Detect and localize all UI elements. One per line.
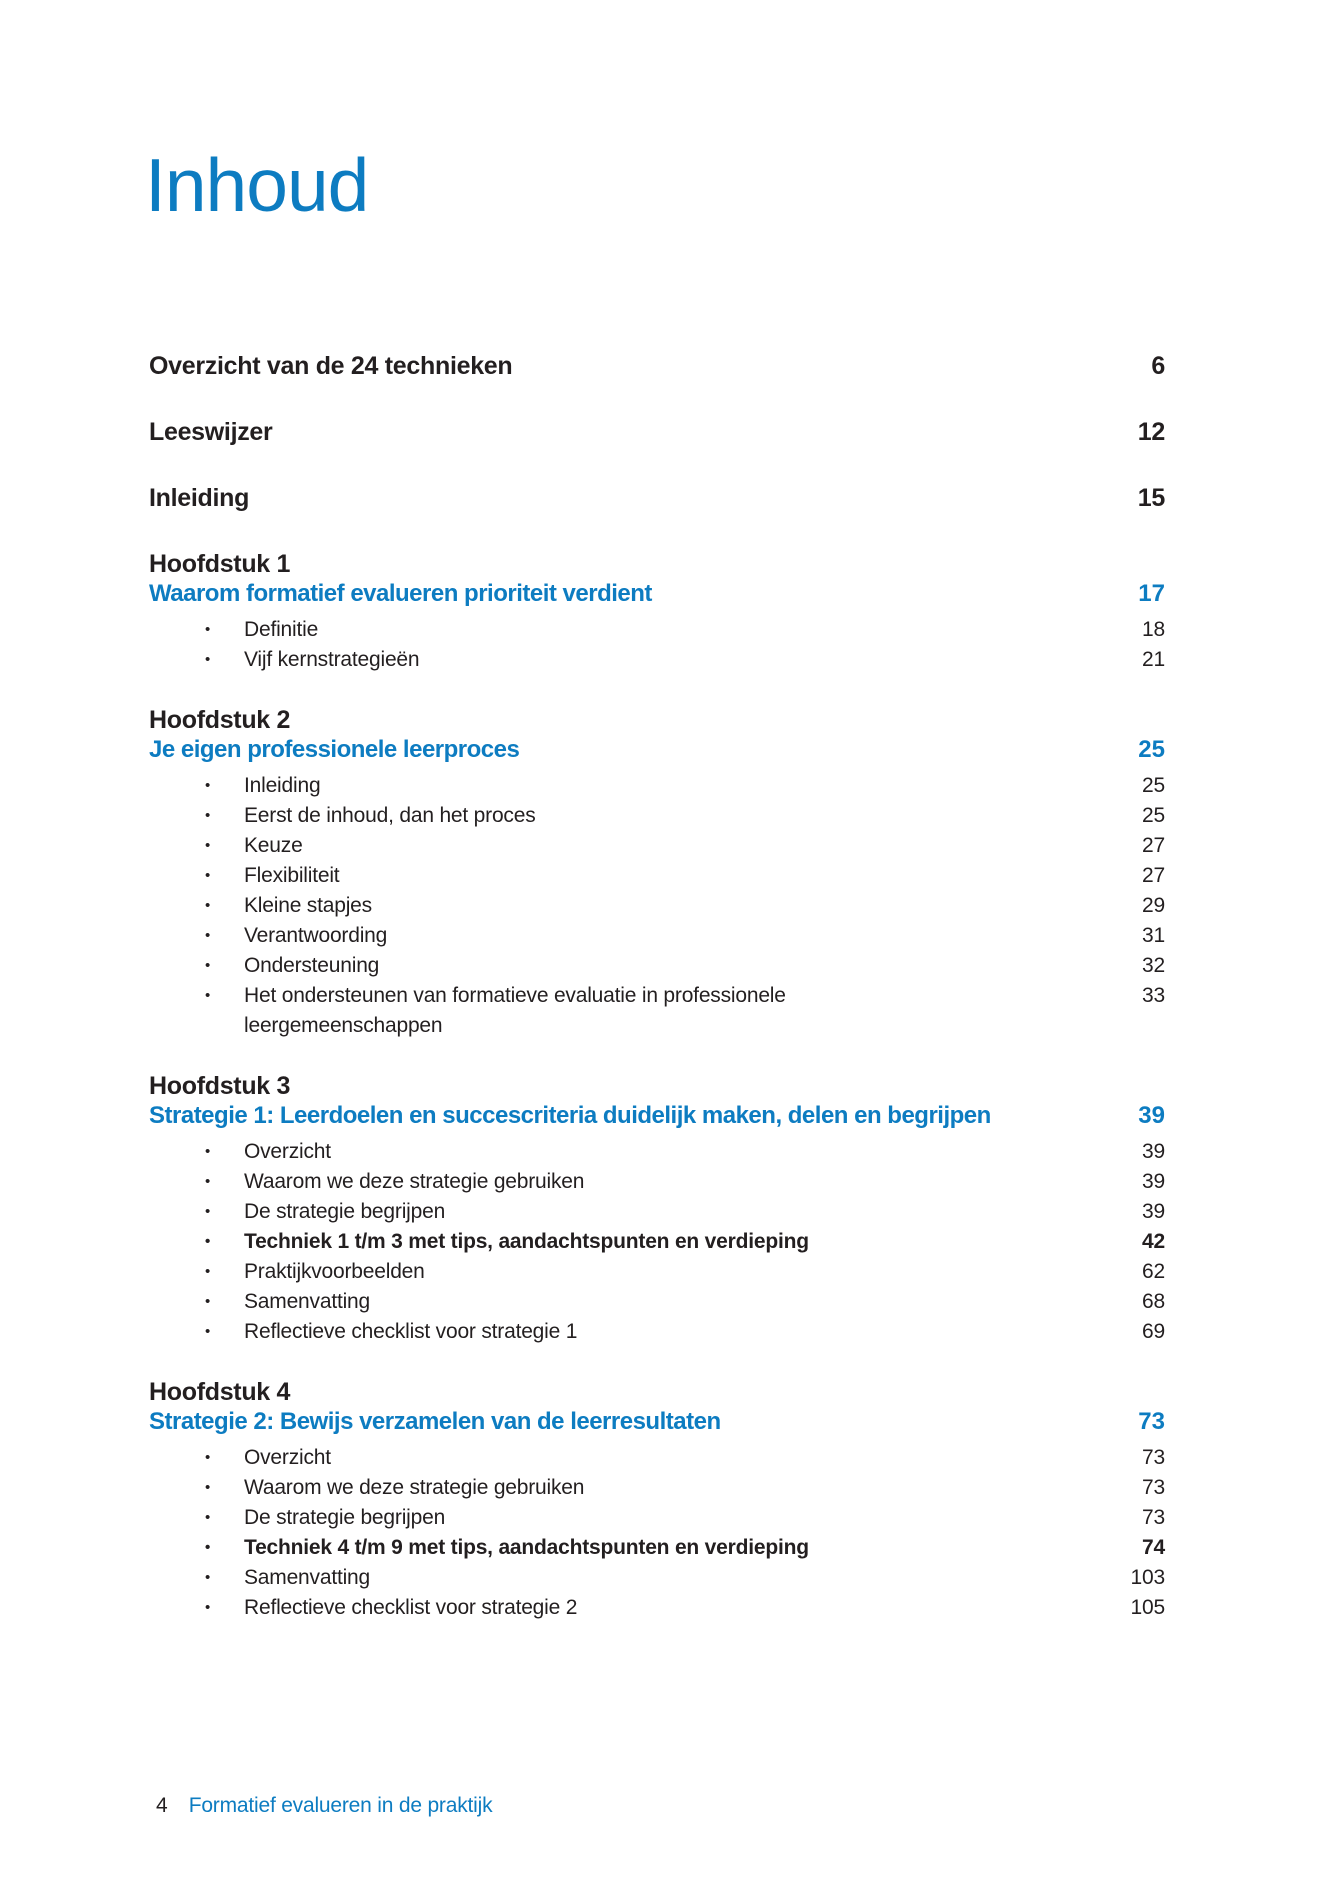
chapter-title-label: Strategie 2: Bewijs verzamelen van de leerresultaten	[149, 1408, 721, 1435]
toc-item	[149, 645, 1165, 675]
bullet-icon: •	[205, 807, 211, 824]
chapter-title	[149, 735, 1165, 765]
chapter-heading-label: Hoofdstuk 2	[149, 706, 291, 734]
toc-item-page: 18	[1142, 618, 1165, 641]
toc-item	[149, 1197, 1165, 1227]
toc-item-label: De strategie begrijpen	[244, 1200, 446, 1223]
toc-list	[149, 351, 1165, 1623]
chapter-title-label: Strategie 1: Leerdoelen en succescriteria duidelijk maken, delen en begrijpen	[149, 1102, 991, 1129]
toc-item	[149, 981, 1165, 1011]
toc-item-label: Keuze	[244, 834, 303, 857]
toc-entry-label: Leeswijzer	[149, 418, 273, 446]
toc-item-label: Eerst de inhoud, dan het proces	[244, 804, 536, 827]
toc-item-page: 39	[1142, 1200, 1165, 1223]
bullet-icon: •	[205, 1203, 211, 1220]
toc-item-label: Ondersteuning	[244, 954, 380, 977]
toc-item-label: Techniek 1 t/m 3 met tips, aandachtspunten en verdieping	[244, 1230, 809, 1253]
bullet-icon: •	[205, 987, 211, 1004]
chapter-heading	[149, 1377, 1165, 1407]
toc-item-page: 32	[1142, 954, 1165, 977]
bullet-icon: •	[205, 1479, 211, 1496]
bullet-icon: •	[205, 927, 211, 944]
chapter-title-page: 17	[1138, 580, 1165, 607]
toc-item-continuation-label: leergemeenschappen	[244, 1014, 443, 1037]
toc-entry	[149, 483, 1165, 513]
toc-item-label: Praktijkvoorbeelden	[244, 1260, 425, 1283]
chapter-heading	[149, 705, 1165, 735]
toc-item-page: 62	[1142, 1260, 1165, 1283]
toc-item-label: Samenvatting	[244, 1566, 371, 1589]
toc-item-label: Inleiding	[244, 774, 321, 797]
toc-item	[149, 1473, 1165, 1503]
toc-item-label: Definitie	[244, 618, 319, 641]
toc-item	[149, 615, 1165, 645]
chapter-heading	[149, 549, 1165, 579]
toc-item	[149, 1593, 1165, 1623]
toc-item-page: 69	[1142, 1320, 1165, 1343]
toc-item-label: Kleine stapjes	[244, 894, 372, 917]
bullet-icon: •	[205, 867, 211, 884]
toc-item-page: 27	[1142, 834, 1165, 857]
toc-item-label: Reflectieve checklist voor strategie 1	[244, 1320, 578, 1343]
chapter-title	[149, 579, 1165, 609]
toc-item-label: Het ondersteunen van formatieve evaluatie in professionele	[244, 984, 786, 1007]
toc-item-label: Vijf kernstrategieën	[244, 648, 420, 671]
toc-entry-page: 15	[1137, 484, 1165, 512]
bullet-icon: •	[205, 957, 211, 974]
toc-item	[149, 1443, 1165, 1473]
toc-item	[149, 1287, 1165, 1317]
toc-item-page: 103	[1130, 1566, 1165, 1589]
toc-item-page: 73	[1142, 1476, 1165, 1499]
chapter-heading-label: Hoofdstuk 1	[149, 550, 291, 578]
chapter-title-label: Waarom formatief evalueren prioriteit verdient	[149, 580, 652, 607]
toc-item-label: Verantwoording	[244, 924, 388, 947]
toc-item	[149, 1167, 1165, 1197]
toc-item-label: Waarom we deze strategie gebruiken	[244, 1170, 585, 1193]
page-title: Inhoud	[145, 143, 369, 227]
toc-item-page: 74	[1142, 1536, 1165, 1559]
bullet-icon: •	[205, 1263, 211, 1280]
toc-item-label: Waarom we deze strategie gebruiken	[244, 1476, 585, 1499]
toc-item	[149, 1317, 1165, 1347]
chapter-heading	[149, 1071, 1165, 1101]
chapter-title-page: 25	[1138, 736, 1165, 763]
bullet-icon: •	[205, 1449, 211, 1466]
toc-item	[149, 771, 1165, 801]
toc-item-page: 42	[1142, 1230, 1165, 1253]
toc-entry	[149, 351, 1165, 381]
toc-item-page: 39	[1142, 1140, 1165, 1163]
toc-item-page: 68	[1142, 1290, 1165, 1313]
toc-item	[149, 1137, 1165, 1167]
toc-item	[149, 1503, 1165, 1533]
bullet-icon: •	[205, 777, 211, 794]
toc-entry-page: 6	[1151, 352, 1165, 380]
toc-item-page: 73	[1142, 1506, 1165, 1529]
toc-item-page: 39	[1142, 1170, 1165, 1193]
bullet-icon: •	[205, 1599, 211, 1616]
toc-item	[149, 801, 1165, 831]
toc-item-label: Flexibiliteit	[244, 864, 340, 887]
chapter-title	[149, 1101, 1165, 1131]
toc-item-page: 105	[1130, 1596, 1165, 1619]
bullet-icon: •	[205, 1509, 211, 1526]
bullet-icon: •	[205, 1173, 211, 1190]
footer-page-number: 4	[156, 1794, 168, 1817]
toc-item	[149, 861, 1165, 891]
toc-item	[149, 831, 1165, 861]
toc-item	[149, 1227, 1165, 1257]
toc-entry-page: 12	[1137, 418, 1165, 446]
toc-item-label: De strategie begrijpen	[244, 1506, 446, 1529]
footer-book-title: Formatief evalueren in de praktijk	[188, 1794, 493, 1817]
toc-item	[149, 921, 1165, 951]
page-footer	[156, 1794, 492, 1818]
chapter-title-page: 73	[1138, 1408, 1165, 1435]
chapter-title	[149, 1407, 1165, 1437]
toc-item-label: Overzicht	[244, 1140, 331, 1163]
toc-entry	[149, 417, 1165, 447]
toc-item	[149, 1563, 1165, 1593]
bullet-icon: •	[205, 1539, 211, 1556]
chapter-heading-label: Hoofdstuk 4	[149, 1378, 291, 1406]
toc-item-page: 27	[1142, 864, 1165, 887]
toc-item-page: 33	[1142, 984, 1165, 1007]
toc-item-page: 25	[1142, 804, 1165, 827]
toc-item-label: Overzicht	[244, 1446, 331, 1469]
toc-item-label: Reflectieve checklist voor strategie 2	[244, 1596, 578, 1619]
bullet-icon: •	[205, 1233, 211, 1250]
toc-item-label: Techniek 4 t/m 9 met tips, aandachtspunten en verdieping	[244, 1536, 809, 1559]
toc-item	[149, 1257, 1165, 1287]
toc-item-page: 73	[1142, 1446, 1165, 1469]
toc-item-page: 31	[1142, 924, 1165, 947]
toc-item-page: 25	[1142, 774, 1165, 797]
bullet-icon: •	[205, 621, 211, 638]
bullet-icon: •	[205, 651, 211, 668]
toc-item	[149, 891, 1165, 921]
chapter-title-page: 39	[1138, 1102, 1165, 1129]
toc-entry-label: Overzicht van de 24 technieken	[149, 352, 513, 380]
toc-item	[149, 951, 1165, 981]
chapter-heading-label: Hoofdstuk 3	[149, 1072, 291, 1100]
toc-item-page: 29	[1142, 894, 1165, 917]
toc-item	[149, 1533, 1165, 1563]
toc-item-continuation	[149, 1011, 1165, 1041]
bullet-icon: •	[205, 1569, 211, 1586]
bullet-icon: •	[205, 1323, 211, 1340]
toc-item-page: 21	[1142, 648, 1165, 671]
bullet-icon: •	[205, 837, 211, 854]
toc-item-label: Samenvatting	[244, 1290, 371, 1313]
chapter-title-label: Je eigen professionele leerproces	[149, 736, 520, 763]
toc-entry-label: Inleiding	[149, 484, 250, 512]
bullet-icon: •	[205, 1293, 211, 1310]
bullet-icon: •	[205, 897, 211, 914]
bullet-icon: •	[205, 1143, 211, 1160]
